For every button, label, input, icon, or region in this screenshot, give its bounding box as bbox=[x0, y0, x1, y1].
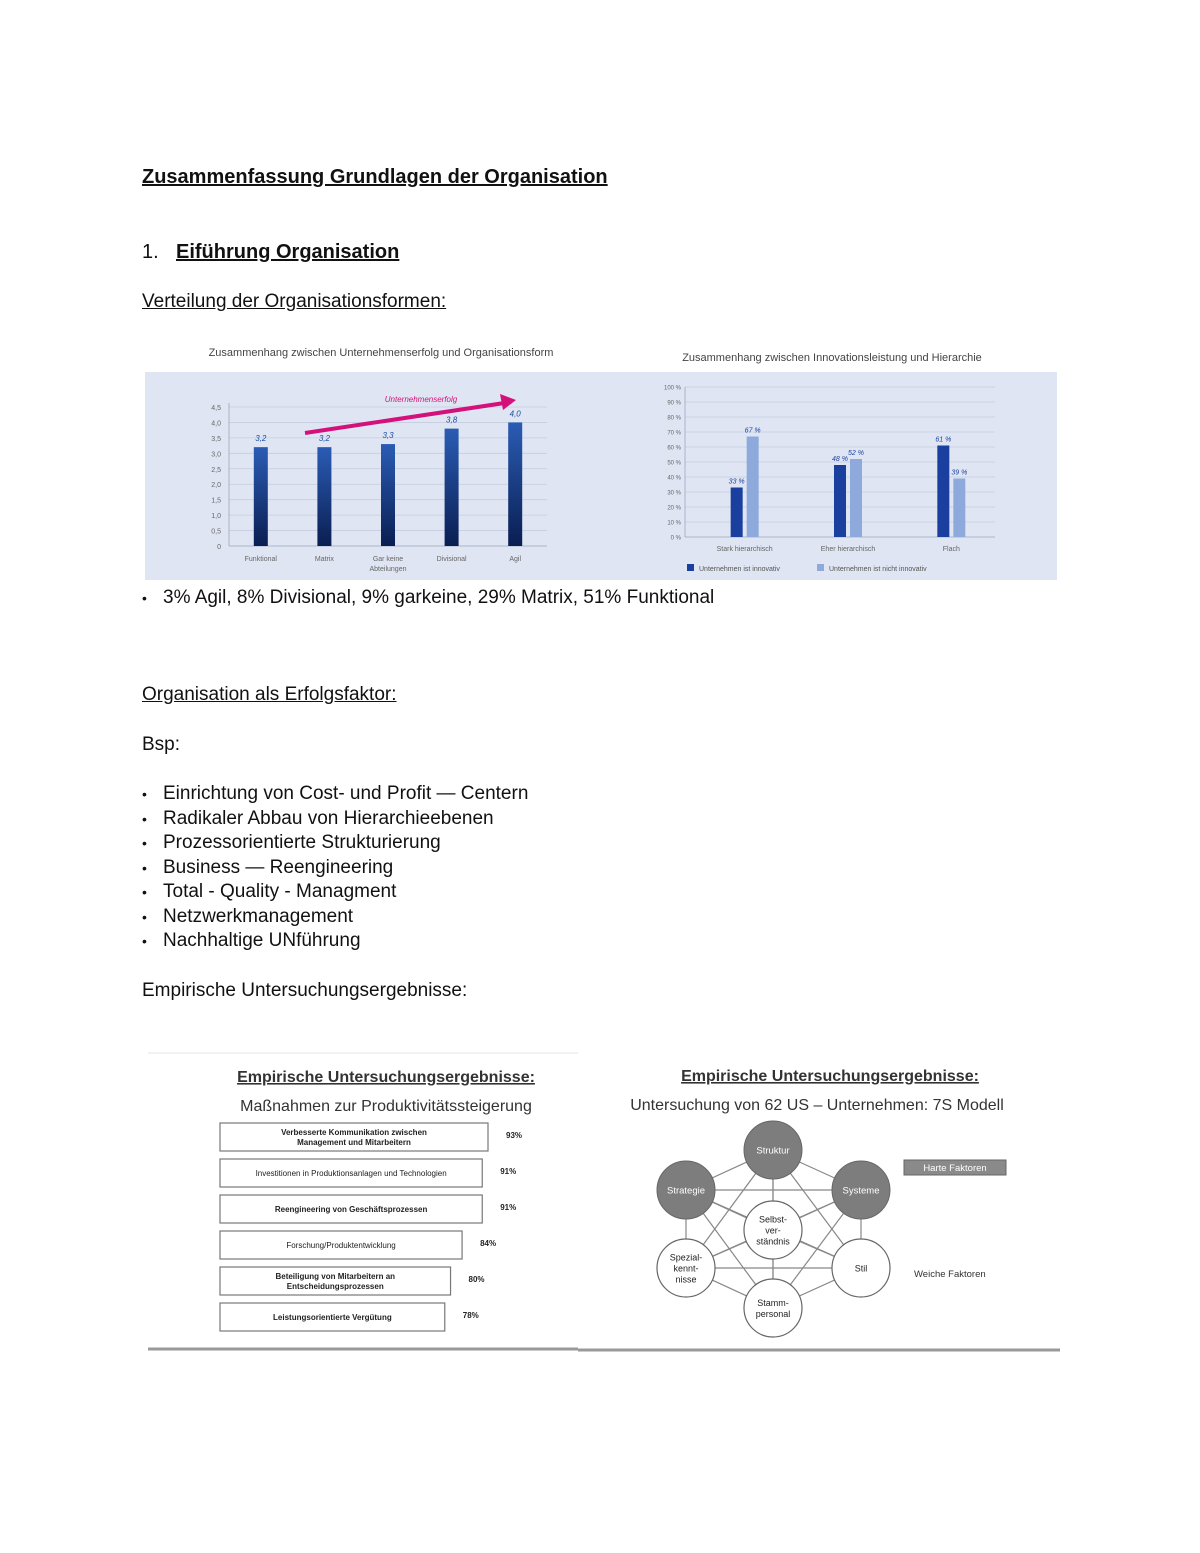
section-number: 1. bbox=[142, 241, 159, 263]
node-label: Stamm- bbox=[757, 1298, 789, 1308]
legend-label: Unternehmen ist nicht innovativ bbox=[829, 566, 927, 573]
bar-value-label: 3,3 bbox=[382, 431, 394, 441]
bar bbox=[834, 465, 846, 537]
seven-s-diagram bbox=[578, 1050, 1060, 1355]
bar-value-label: 93% bbox=[506, 1131, 523, 1140]
y-tick-label: 70 % bbox=[667, 430, 681, 437]
list-item: • Nachhaltige UNführung bbox=[142, 929, 528, 954]
node-label: ständnis bbox=[756, 1236, 790, 1247]
y-tick-label: 0 % bbox=[670, 535, 681, 542]
bar-value-label: 52 % bbox=[848, 450, 864, 457]
bar bbox=[731, 488, 743, 538]
y-tick-label: 20 % bbox=[667, 505, 681, 512]
x-tick-label: Abteilungen bbox=[369, 566, 407, 573]
bar-value-label: 3,2 bbox=[255, 434, 267, 444]
y-tick-label: 2,0 bbox=[211, 482, 221, 490]
success-chart bbox=[145, 340, 611, 580]
section-title: Eiführung Organisation bbox=[176, 241, 400, 263]
bar-value-label: 3,2 bbox=[318, 434, 330, 444]
example-label: Bsp: bbox=[142, 734, 181, 755]
bar-value-label: 3,8 bbox=[446, 415, 458, 425]
legend-soft-label: Weiche Faktoren bbox=[914, 1269, 986, 1280]
bar-value-label: 61 % bbox=[935, 436, 952, 444]
bar bbox=[937, 446, 949, 538]
y-tick-label: 0 bbox=[217, 544, 221, 551]
diagram-subtitle: Untersuchung von 62 US – Unternehmen: 7S Modell bbox=[630, 1097, 1004, 1114]
list-item: • Business — Reengineering bbox=[142, 856, 528, 881]
bar-category-label: Forschung/Produktentwicklung bbox=[286, 1241, 396, 1250]
y-tick-label: 1,5 bbox=[211, 497, 221, 505]
bar-value-label: 91% bbox=[500, 1167, 517, 1176]
bar bbox=[254, 447, 268, 546]
chart-background bbox=[145, 372, 611, 580]
node-label: Strategie bbox=[666, 1185, 706, 1197]
x-tick-label: Divisional bbox=[436, 556, 467, 563]
node-label: Spezial- bbox=[669, 1252, 703, 1263]
list-item: • 3% Agil, 8% Divisional, 9% garkeine, 29% Matrix, 51% Funktional bbox=[142, 586, 714, 611]
y-tick-label: 90 % bbox=[667, 400, 681, 407]
bar-category-label: Entscheidungsprozessen bbox=[286, 1282, 384, 1291]
list-item: • Netzwerkmanagement bbox=[142, 905, 528, 930]
section-heading bbox=[142, 241, 399, 264]
list-item: • Total - Quality - Managment bbox=[142, 880, 528, 905]
productivity-chart bbox=[148, 1050, 578, 1355]
x-tick-label: Stark hierarchisch bbox=[716, 546, 773, 553]
bar bbox=[317, 447, 331, 546]
document-title: Zusammenfassung Grundlagen der Organisation bbox=[142, 166, 608, 188]
bar-category-label: Verbesserte Kommunikation zwischen bbox=[281, 1128, 427, 1137]
y-tick-label: 1,0 bbox=[211, 513, 221, 521]
node-label: Stil bbox=[854, 1263, 868, 1274]
bar-category-label: Leistungsorientierte Vergütung bbox=[273, 1313, 392, 1322]
x-tick-label: Funktional bbox=[244, 556, 277, 563]
bar-value-label: 33 % bbox=[728, 478, 745, 486]
diagram-title: Empirische Untersuchungsergebnisse: bbox=[681, 1068, 979, 1085]
bar bbox=[508, 422, 522, 546]
bar-category-label: Management und Mitarbeitern bbox=[297, 1138, 411, 1147]
bar-value-label: 78% bbox=[462, 1311, 479, 1320]
chart-title: Empirische Untersuchungsergebnisse: bbox=[237, 1069, 535, 1086]
soft-factor-node bbox=[744, 1279, 802, 1337]
y-tick-label: 100 % bbox=[663, 385, 681, 392]
node-label: Selbst- bbox=[758, 1214, 788, 1225]
legend-swatch-not-innovative bbox=[817, 564, 824, 571]
bar-value-label: 67 % bbox=[744, 427, 761, 435]
y-tick-label: 60 % bbox=[667, 445, 681, 452]
list-item: • Radikaler Abbau von Hierarchieebenen bbox=[142, 807, 528, 832]
chart-title: Zusammenhang zwischen Unternehmenserfolg und Organisationsform bbox=[208, 347, 554, 359]
bar-value-label: 84% bbox=[480, 1239, 497, 1248]
y-tick-label: 80 % bbox=[667, 415, 681, 422]
bar bbox=[445, 429, 459, 546]
empirical-label: Empirische Untersuchungsergebnisse: bbox=[142, 980, 468, 1001]
legend-label: Unternehmen ist innovativ bbox=[699, 566, 780, 573]
x-tick-label: Gar keine bbox=[372, 556, 404, 563]
innovation-chart bbox=[611, 340, 1057, 580]
y-tick-label: 30 % bbox=[667, 490, 681, 497]
x-tick-label: Eher hierarchisch bbox=[820, 546, 876, 553]
node-label: personal bbox=[755, 1309, 791, 1319]
y-tick-label: 2,5 bbox=[211, 466, 221, 474]
y-tick-label: 50 % bbox=[667, 460, 681, 467]
bar bbox=[953, 479, 965, 538]
bar-value-label: 39 % bbox=[951, 469, 968, 477]
success-factor-label: Organisation als Erfolgsfaktor: bbox=[142, 684, 397, 705]
y-tick-label: 40 % bbox=[667, 475, 681, 482]
legend-hard-label: Harte Faktoren bbox=[923, 1163, 987, 1174]
bar-value-label: 4,0 bbox=[509, 409, 521, 419]
distribution-label: Verteilung der Organisationsformen: bbox=[142, 291, 447, 312]
y-tick-label: 10 % bbox=[667, 520, 681, 527]
y-tick-label: 3,0 bbox=[211, 451, 221, 459]
legend-swatch-innovative bbox=[687, 564, 694, 571]
x-tick-label: Flach bbox=[942, 546, 960, 553]
y-tick-label: 4,0 bbox=[211, 420, 221, 428]
y-tick-label: 4,5 bbox=[211, 405, 221, 412]
chart-title: Zusammenhang zwischen Innovationsleistung und Hierarchie bbox=[682, 352, 982, 364]
list-item: • Einrichtung von Cost- und Profit — Centern bbox=[142, 782, 528, 807]
bar-value-label: 48 % bbox=[832, 456, 848, 463]
node-label: Systeme bbox=[842, 1185, 880, 1197]
chart-annotation: Unternehmenserfolg bbox=[384, 395, 458, 404]
node-label: kennt- bbox=[673, 1263, 699, 1274]
bar-category-label: Investitionen in Produktionsanlagen und Technologien bbox=[255, 1169, 447, 1178]
node-label: ver- bbox=[765, 1225, 781, 1236]
distribution-bullets bbox=[142, 586, 714, 611]
node-label: nisse bbox=[675, 1274, 697, 1285]
bar bbox=[747, 437, 759, 538]
bar-value-label: 91% bbox=[500, 1203, 517, 1212]
list-item: • Prozessorientierte Strukturierung bbox=[142, 831, 528, 856]
chart-subtitle: Maßnahmen zur Produktivitätssteigerung bbox=[240, 1098, 532, 1115]
x-tick-label: Agil bbox=[509, 556, 522, 563]
bar bbox=[381, 444, 395, 546]
y-tick-label: 3,5 bbox=[211, 435, 221, 443]
bar-category-label: Beteiligung von Mitarbeitern an bbox=[275, 1272, 396, 1281]
bar-category-label: Reengineering von Geschäftsprozessen bbox=[274, 1205, 428, 1214]
y-tick-label: 0,5 bbox=[211, 528, 221, 536]
node-label: Struktur bbox=[756, 1145, 790, 1157]
examples-list bbox=[142, 782, 528, 954]
bar-value-label: 80% bbox=[468, 1275, 485, 1284]
bar bbox=[850, 459, 862, 537]
x-tick-label: Matrix bbox=[314, 556, 334, 563]
